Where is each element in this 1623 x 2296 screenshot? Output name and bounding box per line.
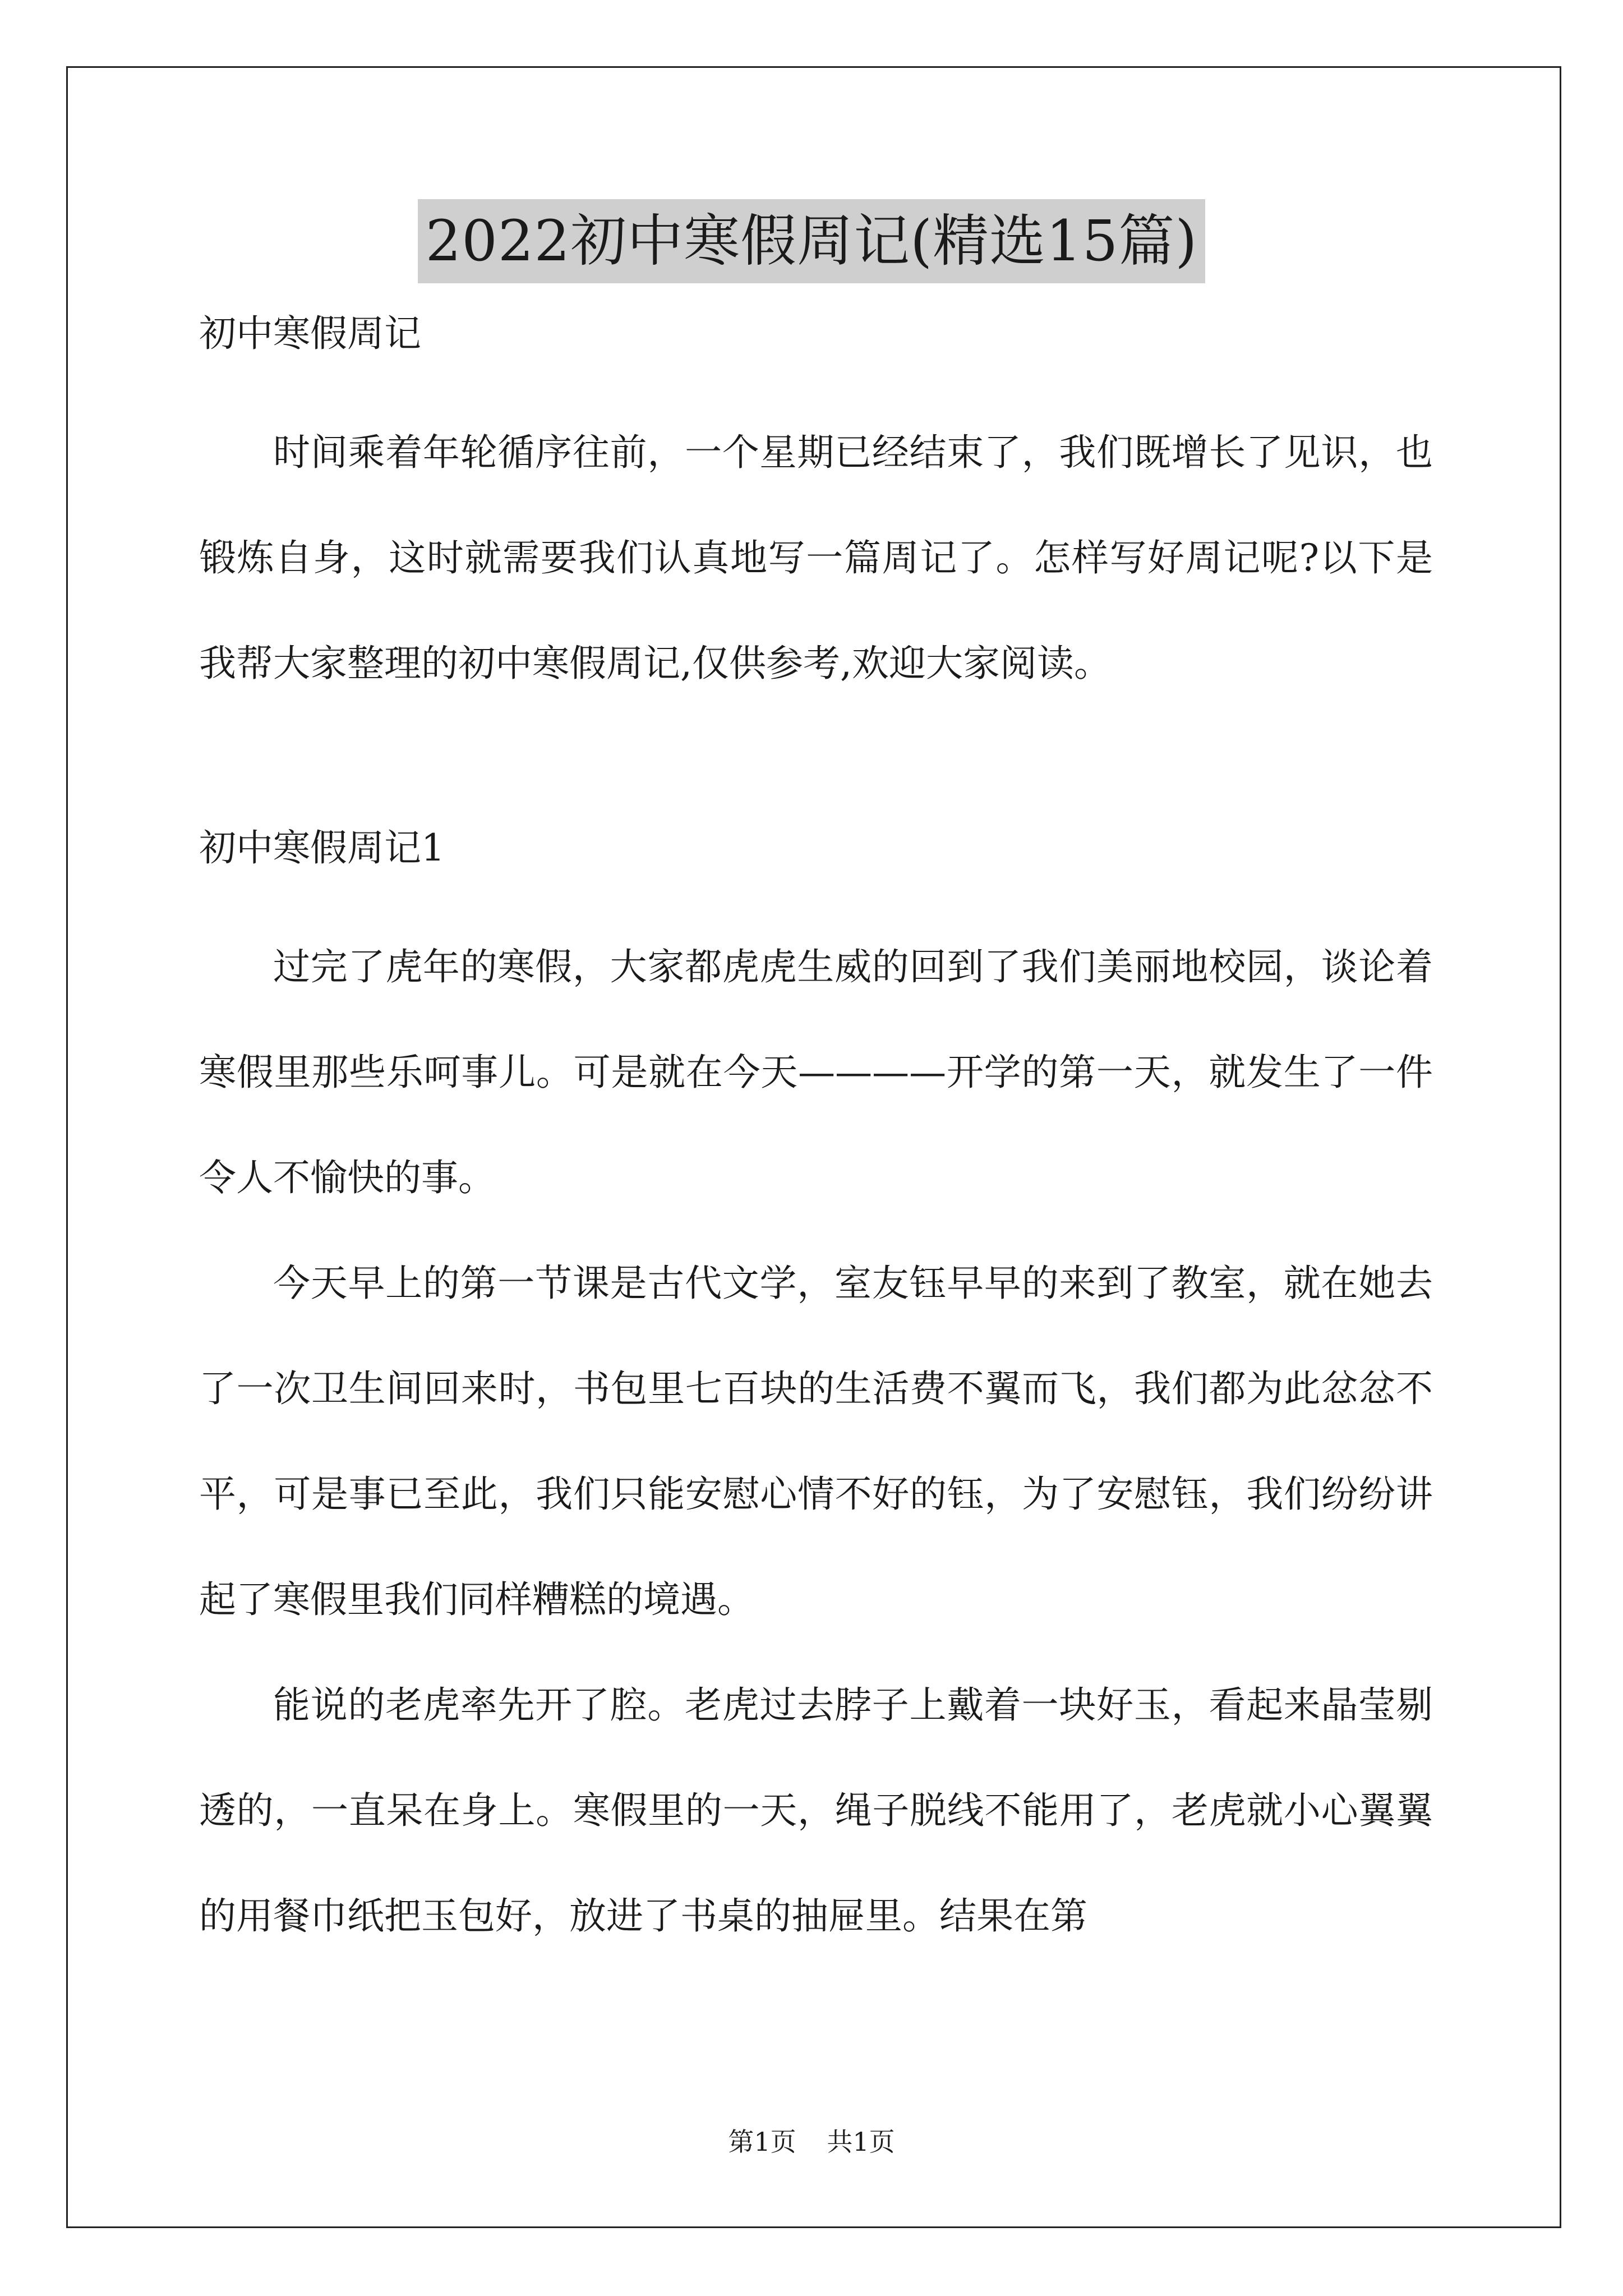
section1-paragraph: 今天早上的第一节课是古代文学，室友钰早早的来到了教室，就在她去了一次卫生间回来时，书包里七百块的生活费不翼而飞，我们都为此忿忿不平，可是事已至此，我们只能安慰心情不好的钰，为了安慰钰，我们纷纷讲起了寒假里我们同样糟糕的境遇。 — [199, 1262, 1433, 1621]
page-number-current: 第1页 — [728, 2127, 796, 2157]
document-body — [199, 306, 1433, 1969]
section1-heading: 初中寒假周记1 — [199, 826, 445, 869]
section1-paragraph: 能说的老虎率先开了腔。老虎过去脖子上戴着一块好玉，看起来晶莹剔透的，一直呆在身上。寒假里的一天，绳子脱线不能用了，老虎就小心翼翼的用餐巾纸把玉包好，放进了书桌的抽屉里。结果在第 — [199, 1683, 1433, 1938]
page-number-total: 共1页 — [827, 2127, 895, 2157]
page-footer — [0, 2125, 1623, 2159]
section1-paragraph: 过完了虎年的寒假，大家都虎虎生威的回到了我们美丽地校园，谈论着寒假里那些乐呵事儿。可是就在今天————开学的第一天，就发生了一件令人不愉快的事。 — [199, 945, 1433, 1199]
document-title: 2022初中寒假周记(精选15篇) — [418, 199, 1206, 283]
title-container — [0, 199, 1623, 283]
intro-heading: 初中寒假周记 — [199, 312, 421, 355]
intro-paragraph: 时间乘着年轮循序往前，一个星期已经结束了，我们既增长了见识，也锻炼自身，这时就需要我们认真地写一篇周记了。怎样写好周记呢?以下是我帮大家整理的初中寒假周记,仅供参考,欢迎大家阅读。 — [199, 431, 1433, 685]
